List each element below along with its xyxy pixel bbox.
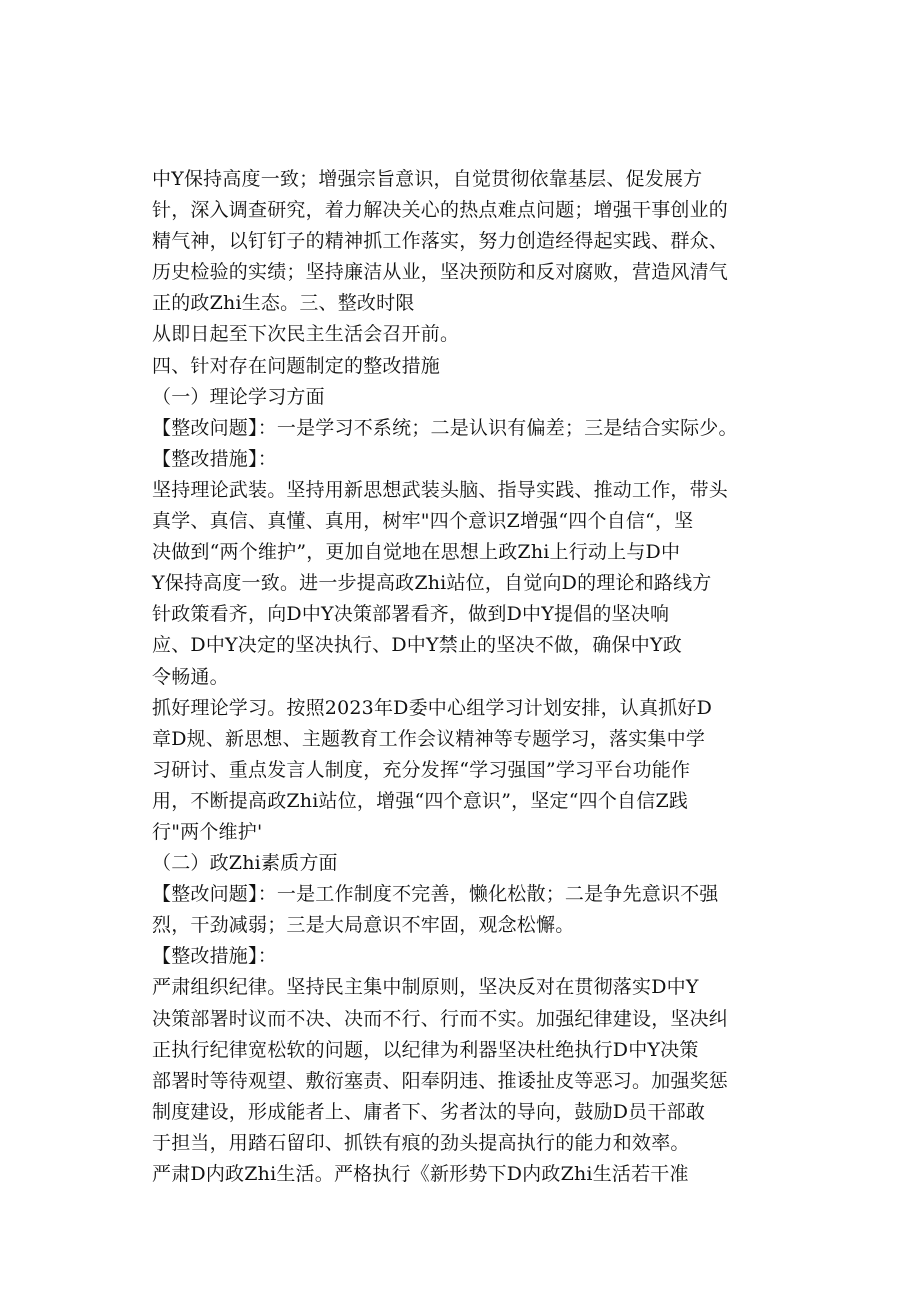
document-body — [152, 164, 792, 1190]
text-line: 【整改措施】： — [152, 945, 277, 968]
text-line: 令畅通。 — [152, 665, 229, 688]
text-line: 真学、真信、真懂、真用，树牢"四个意识Z增强“四个自信“，坚 — [152, 510, 694, 533]
text-line: 决做到“两个维护”，更加自觉地在思想上政Zhi上行动上与D中 — [152, 541, 681, 564]
text-line: 章D规、新思想、主题教育工作会议精神等专题学习，落实集中学 — [152, 727, 706, 750]
text-line: 【整改措施】： — [152, 447, 277, 470]
text-line: 历史检验的实绩；坚持廉洁从业，坚决预防和反对腐败，营造风清气 — [152, 261, 729, 284]
text-line: 制度建设，形成能者上、庸者下、劣者汰的导向，鼓励D员干部敢 — [152, 1100, 706, 1123]
text-line: 严肃组织纪律。坚持民主集中制原则，坚决反对在贯彻落实D中Y — [152, 976, 699, 999]
text-line: 行"两个维护' — [152, 820, 263, 843]
text-line: 针，深入调查研究，着力解决关心的热点难点问题；增强干事创业的 — [152, 199, 729, 222]
text-line: 正的政Zhi生态。三、整改时限 — [152, 292, 415, 315]
text-line: 严肃D内政Zhi生活。严格执行《新形势下D内政Zhi生活若干准 — [152, 1163, 689, 1185]
text-line: 用，不断提高政Zhi站位，增强“四个意识”，坚定“四个自信Z践 — [152, 789, 689, 812]
text-line: 精气神，以钉钉子的精神抓工作落实，努力创造经得起实践、群众、 — [152, 230, 729, 253]
text-line: 针政策看齐，向D中Y决策部署看齐，做到D中Y提倡的坚决响 — [152, 603, 670, 626]
text-line: 【整改问题】：一是学习不系统；二是认识有偏差；三是结合实际少。 — [152, 416, 738, 439]
text-line: 于担当，用踏石留印、抓铁有痕的劲头提高执行的能力和效率。 — [152, 1131, 690, 1154]
text-line: （一）理论学习方面 — [152, 385, 325, 408]
text-line: 习研讨、重点发言人制度，充分发挥“学习强国”学习平台功能作 — [152, 758, 691, 781]
text-line: 【整改问题】：一是工作制度不完善，懒化松散；二是争先意识不强 — [152, 883, 719, 906]
text-line: 应、D中Y决定的坚决执行、D中Y禁止的坚决不做，确保中Y政 — [152, 634, 682, 657]
text-line: 抓好理论学习。按照2023年D委中心组学习计划安排，认真抓好D — [152, 696, 713, 719]
text-line: 坚持理论武装。坚持用新思想武装头脑、指导实践、推动工作，带头 — [152, 478, 729, 501]
text-line: 烈，干劲减弱；三是大局意识不牢固，观念松懈。 — [152, 914, 575, 937]
text-line: 中Y保持高度一致；增强宗旨意识，自觉贯彻依靠基层、促发展方 — [152, 168, 703, 190]
text-line: Y保持高度一致。进一步提高政Zhi站位，自觉向D的理论和路线方 — [152, 572, 712, 595]
text-line: 从即日起至下次民主生活会召开前。 — [152, 323, 460, 346]
text-line: 正执行纪律宽松软的问题，以纪律为利器坚决杜绝执行D中Y决策 — [152, 1038, 699, 1061]
text-line: 部署时等待观望、敷衍塞责、阳奉阴违、推诿扯皮等恶习。加强奖惩 — [152, 1069, 729, 1092]
text-line: 决策部署时议而不决、决而不行、行而不实。加强纪律建设，坚决纠 — [152, 1007, 729, 1030]
text-line: 四、针对存在问题制定的整改措施 — [152, 354, 441, 377]
text-line: （二）政Zhi素质方面 — [152, 852, 338, 875]
